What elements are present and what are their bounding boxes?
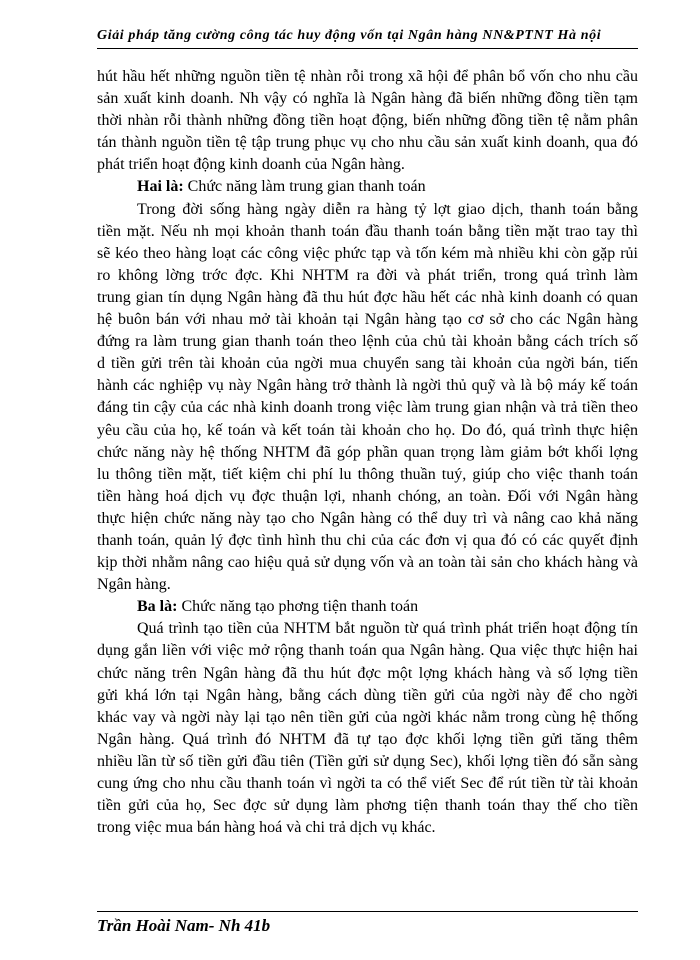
body-line: trung gian tín dụng Ngân hàng đã thu hút đợc hầu hết các nhà kinh doanh có quan bbox=[97, 288, 638, 306]
body-line: Quá trình tạo tiền của NHTM bắt nguồn từ quá trình phát triển hoạt động tín bbox=[137, 620, 638, 638]
section-heading-3 bbox=[97, 596, 638, 618]
section-heading-2 bbox=[97, 176, 638, 198]
body-line: đáng tin cậy của các nhà kinh doanh trong việc làm trung gian nhận và trả tiền theo bbox=[97, 399, 638, 417]
body-line: hệ buôn bán với nhau mở tài khoản tại Ngân hàng tạo cơ sở cho các Ngân hàng bbox=[97, 311, 638, 329]
body-line: đứng ra làm trung gian thanh toán theo lệnh của chủ tài khoản bằng cách trích số bbox=[97, 333, 638, 351]
body-line: tán thành nguồn tiền tệ tập trung phục vụ cho nhu cầu sản xuất kinh doanh, qua đó bbox=[97, 134, 638, 152]
body-line: trong việc mua bán hàng hoá và chi trả dịch vụ khác. bbox=[97, 819, 436, 837]
body-line: lu thông tiền mặt, tiết kiệm chi phí lu thông thuần tuý, giúp cho việc thanh toán bbox=[97, 465, 638, 483]
body-line: phát triển hoạt động kinh doanh của Ngân hàng. bbox=[97, 156, 405, 174]
body-line: sẽ kéo theo hàng loạt các công việc phức tạp và tốn kém mà nhiều khi còn gặp rủi bbox=[97, 244, 638, 262]
body-line: Ngân hàng. bbox=[97, 576, 171, 594]
body-line: dụng gắn liền với việc mở rộng thanh toán qua Ngân hàng. Qua việc thực hiện hai bbox=[97, 642, 638, 660]
section-title: Chức năng tạo phơng tiện thanh toán bbox=[181, 598, 419, 616]
body-line: cung ứng cho nhu cầu thanh toán vì ngời ta có thể viết Sec để rút tiền từ tài khoản bbox=[97, 775, 638, 792]
section-label: Hai là: bbox=[137, 178, 184, 196]
body-line: chức năng này hệ thống NHTM đã góp phần quan trọng làm giảm bớt khối lợng bbox=[97, 443, 638, 461]
body-line: yêu cầu của họ, kế toán và kết toán tài khoản cho họ. Do đó, quá trình thực hiện bbox=[97, 421, 638, 439]
body-line: hút hầu hết những nguồn tiền tệ nhàn rỗi trong xã hội để phân bổ vốn cho nhu cầu bbox=[97, 68, 638, 85]
footer-divider bbox=[97, 911, 638, 912]
body-line: tiền hàng hoá dịch vụ đợc thuận lợi, nhanh chóng, an toàn. Đối với Ngân hàng bbox=[97, 487, 638, 505]
body-line: Ngân hàng. Quá trình đó NHTM đã tự tạo đợc khối lợng tiền gửi tăng thêm bbox=[97, 730, 638, 748]
body-line: ro không lờng trớc đợc. Khi NHTM ra đời và phát triển, trong quá trình làm bbox=[97, 266, 638, 284]
footer-author: Trần Hoài Nam- Nh 41b bbox=[97, 916, 271, 935]
running-header: Giải pháp tăng cường công tác huy động vốn tại Ngân hàng NN&PTNT Hà nội bbox=[97, 28, 602, 43]
body-line: gửi khá lớn tại Ngân hàng, bằng cách dùng tiền gửi của ngời này để cho ngời bbox=[97, 686, 638, 704]
body-line: tiền gửi của họ, Sec đợc sử dụng làm phơng tiện thanh toán thay thế cho tiền bbox=[97, 797, 638, 815]
body-line: khác vay và ngời này lại tạo nên tiền gửi của ngời khác nằm trong cùng hệ thống bbox=[97, 708, 638, 726]
body-line: thanh toán, quản lý đợc tình hình thu chi của các đơn vị qua đó có các quyết định bbox=[97, 531, 638, 549]
body-line: kịp thời nhằm nâng cao hiệu quả sử dụng vốn và an toàn tài sản cho khách hàng và bbox=[97, 554, 638, 572]
body-line: hành các nghiệp vụ này Ngân hàng trở thành là ngời thủ quỹ và là bộ máy kế toán bbox=[97, 377, 638, 395]
document-body bbox=[97, 66, 638, 839]
body-line: tiền mặt. Nếu nh mọi khoản thanh toán đầu thanh toán bằng tiền mặt trao tay thì bbox=[97, 222, 638, 240]
section-title: Chức năng làm trung gian thanh toán bbox=[187, 178, 426, 196]
body-line: sản xuất kinh doanh. Nh vậy có nghĩa là Ngân hàng đã biến những đồng tiền tạm bbox=[97, 90, 638, 108]
body-line: thời nhàn rỗi thành những đồng tiền hoạt động, biến những đồng tiền tệ nằm phân bbox=[97, 112, 638, 130]
section-label: Ba là: bbox=[137, 598, 178, 616]
body-line: nhiều lần từ số tiền gửi đầu tiên (Tiền gửi sử dụng Sec), khối lợng tiền đó sẵn sàng bbox=[97, 752, 638, 770]
body-line: chức năng trên Ngân hàng đã thu hút đợc một lợng khách hàng và số lợng tiền bbox=[97, 664, 638, 682]
body-line: thực hiện chức năng này tạo cho Ngân hàng có thể duy trì và nâng cao khả năng bbox=[97, 509, 638, 527]
header-divider bbox=[97, 48, 638, 49]
body-line: d tiền gửi trên tài khoản của ngời mua chuyển sang tài khoản của ngời bán, tiến bbox=[97, 355, 638, 373]
body-line: Trong đời sống hàng ngày diễn ra hàng tỷ lợt giao dịch, thanh toán bằng bbox=[137, 200, 638, 218]
